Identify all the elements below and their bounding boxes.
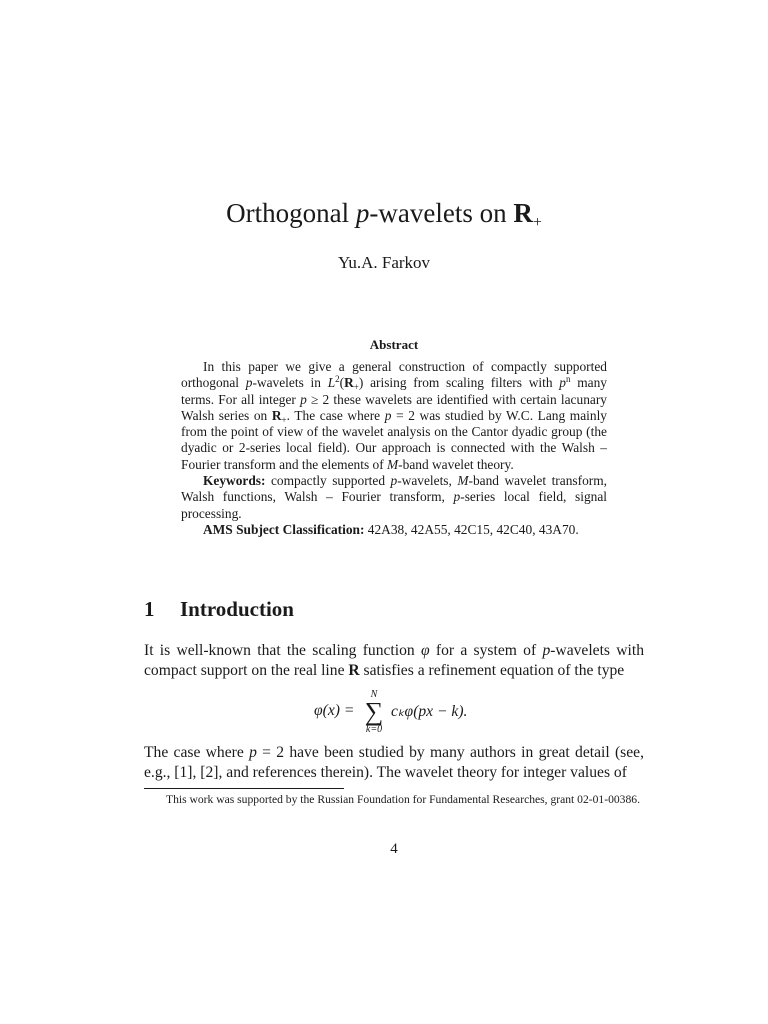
section-number: 1 xyxy=(144,597,155,621)
ams-codes: 42A38, 42A55, 42C15, 42C40, 43A70. xyxy=(364,521,579,537)
abstract-paragraph xyxy=(181,359,607,473)
keywords-math: p xyxy=(453,489,461,505)
abstract-body xyxy=(181,359,607,538)
refinement-equation xyxy=(310,686,480,738)
title-bold-r: R xyxy=(513,198,533,228)
title-subscript-plus: + xyxy=(532,214,542,231)
abstract-math-sup: n xyxy=(565,374,571,385)
paper-title xyxy=(0,198,768,232)
footnote-rule xyxy=(144,788,344,789)
author-name: Yu.A. Farkov xyxy=(337,253,431,272)
section-heading xyxy=(144,597,294,622)
abstract-math-sub: + xyxy=(281,414,287,425)
title-text-prefix: Orthogonal xyxy=(226,198,356,228)
abstract-text: ( xyxy=(339,375,345,391)
abstract-math: p xyxy=(300,391,307,407)
paragraph-text xyxy=(144,641,644,681)
ams-label: AMS Subject Classification: xyxy=(203,521,365,537)
keywords-math: M xyxy=(457,473,469,489)
keywords-text: -band wavelet transform, Walsh functions, Walsh – Fourier transform, xyxy=(181,473,607,505)
body-paragraph-2 xyxy=(144,743,644,783)
body-math-bold: R xyxy=(348,662,360,679)
section-title: Introduction xyxy=(180,597,294,621)
body-text: It is well-known that the scaling function xyxy=(144,642,421,659)
keywords-text: compactly supported xyxy=(265,473,391,489)
body-math: φ xyxy=(420,642,430,659)
abstract-math-bold: R xyxy=(271,407,282,423)
abstract-text: ≥ 2 these wavelets are identified with certain lacunary Walsh series on xyxy=(181,391,607,423)
body-paragraph-1 xyxy=(144,641,644,681)
keywords-text: -wavelets, xyxy=(397,473,458,489)
sigma-symbol: ∑ xyxy=(364,697,384,726)
abstract-text: -wavelets in xyxy=(252,375,328,391)
abstract-text: = 2 was studied by W.C. Lang mainly from the point of view of the wavelet analysis on the Cantor dyadic group (the dyadic or 2-series local field). Our approach is connected with the Walsh – Fourier transform and the elements of xyxy=(181,407,607,472)
abstract-math: p xyxy=(384,407,392,423)
abstract-text: -band wavelet theory. xyxy=(398,456,514,472)
equation-lhs: φ(x) = xyxy=(314,702,355,719)
sum-lower-limit: k=0 xyxy=(365,724,383,735)
abstract-math-bold: R xyxy=(344,375,354,391)
abstract-text: . The case where xyxy=(286,407,385,423)
body-text: for a system of xyxy=(429,642,543,659)
abstract-math: p xyxy=(245,375,253,391)
abstract-text: many terms. For all integer xyxy=(181,375,607,407)
abstract-heading: Abstract xyxy=(369,337,419,352)
keywords-paragraph xyxy=(181,473,607,522)
body-text: satisfies a refinement equation of the type xyxy=(359,662,625,679)
ams-classification-paragraph xyxy=(181,522,607,538)
abstract-math-sub: + xyxy=(353,382,359,393)
body-math: p xyxy=(542,642,551,659)
keywords-label: Keywords: xyxy=(203,473,266,489)
body-math: p xyxy=(249,744,257,761)
footnote-text: This work was supported by the Russian Foundation for Fundamental Researches, grant 02-01-00386. xyxy=(166,793,640,806)
summation-sign xyxy=(362,690,386,736)
footnote xyxy=(144,792,644,808)
equation-rhs: cₖφ(px − k). xyxy=(391,703,468,720)
abstract-math: L xyxy=(327,375,336,391)
title-italic-p: p xyxy=(355,198,370,228)
body-text: = 2 have been studied by many authors in great detail (see, e.g., [1], [2], and references therein). The wavelet theory for integer values of xyxy=(144,744,644,781)
keywords-text: -series local field, signal processing. xyxy=(181,489,607,521)
abstract-text: In this paper we give a general construction of compactly supported orthogonal xyxy=(181,359,607,391)
sum-upper-limit: N xyxy=(370,689,378,700)
body-text: The case where xyxy=(144,744,250,761)
abstract-math: p xyxy=(559,375,566,391)
keywords-math: p xyxy=(390,473,398,489)
body-text: -wavelets with compact support on the real line xyxy=(144,642,644,679)
paragraph-text xyxy=(144,743,644,783)
abstract-math-sup: 2 xyxy=(335,374,340,385)
abstract-text: ) arising from scaling filters with xyxy=(358,375,560,391)
abstract-math: M xyxy=(387,456,399,472)
page-number: 4 xyxy=(390,841,398,857)
title-text-middle: -wavelets on xyxy=(369,198,514,228)
